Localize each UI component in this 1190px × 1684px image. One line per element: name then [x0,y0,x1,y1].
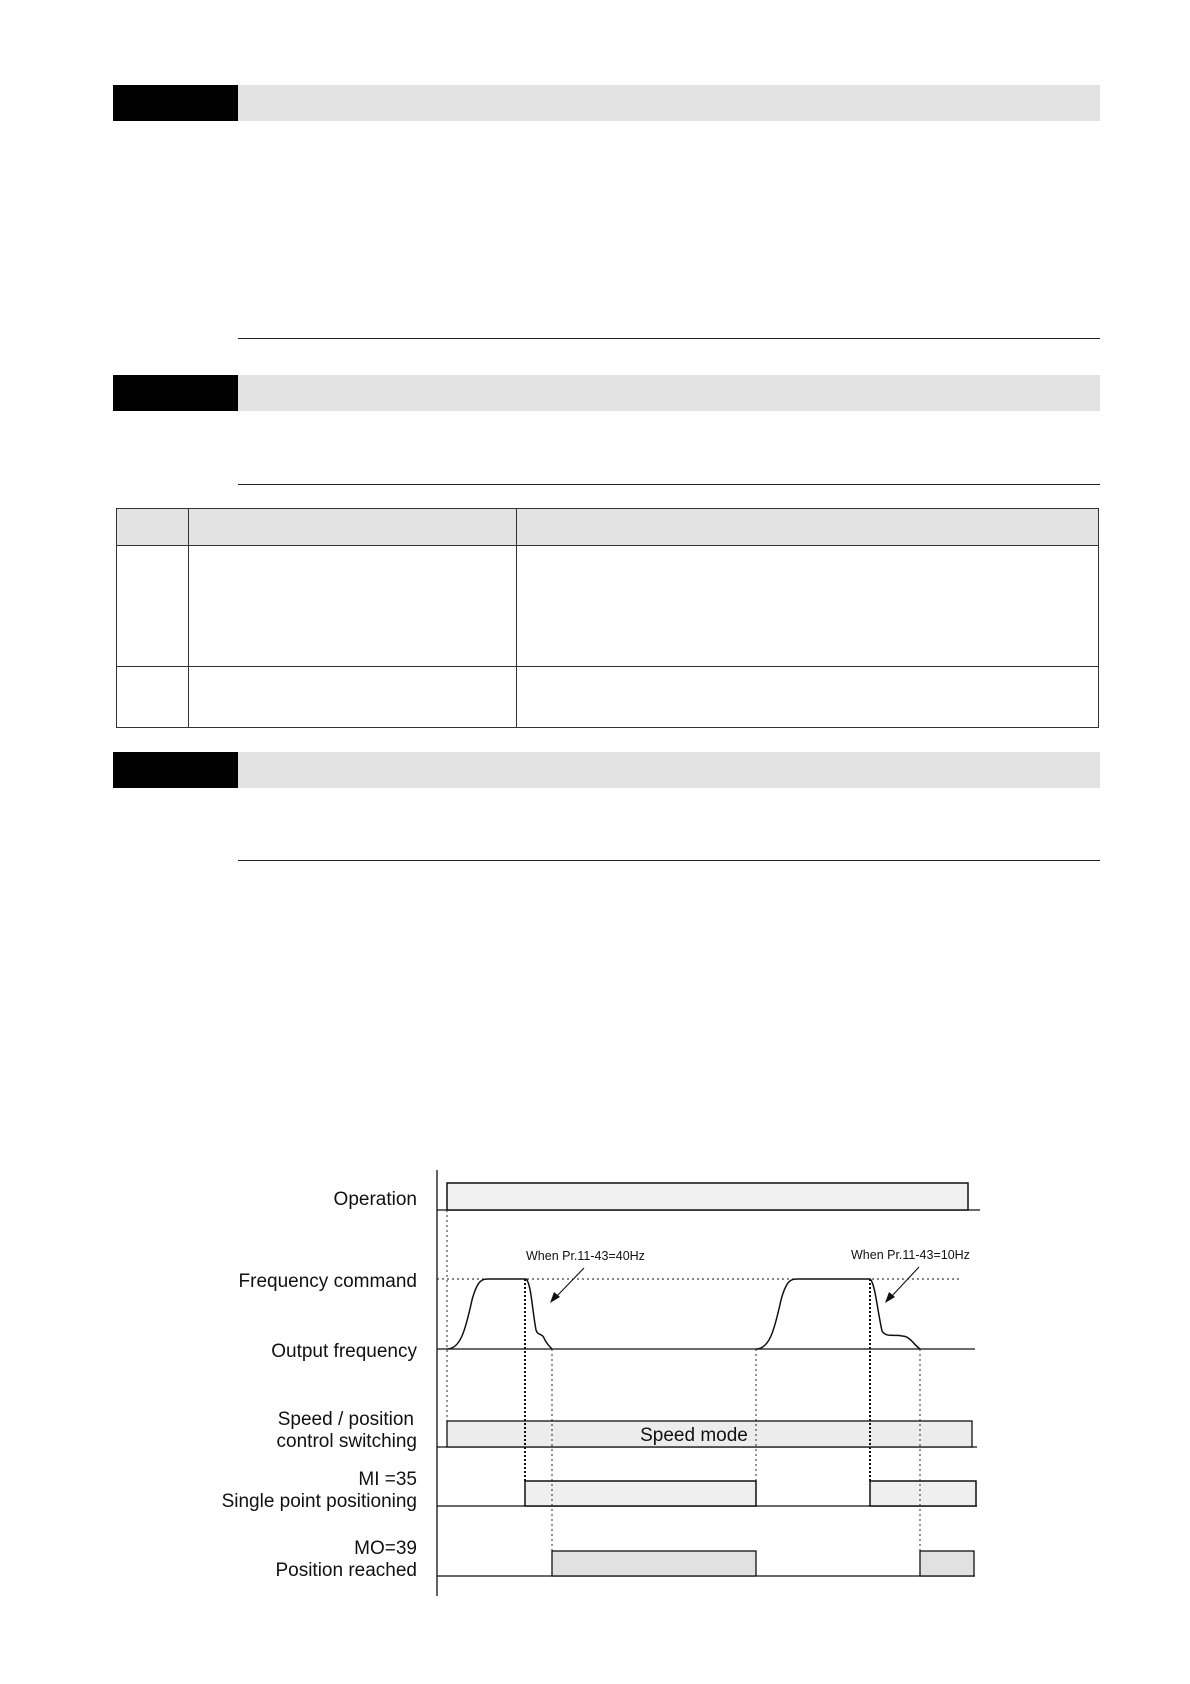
mo-pulse-2 [920,1551,974,1576]
table-cell [117,546,189,667]
section-header-band-2 [113,375,1100,411]
label-frequency-command: Frequency command [238,1271,417,1292]
label-speed-position-line2: control switching [276,1431,417,1452]
annotation-pr-11-43-40hz: When Pr.11-43=40Hz [526,1249,645,1263]
label-output-frequency: Output frequency [271,1341,417,1362]
annotation-pr-11-43-10hz: When Pr.11-43=10Hz [851,1248,970,1262]
parameter-table [116,508,1099,728]
table-header-cell [517,509,1099,546]
annotation-arrow-2 [891,1267,919,1297]
table-header-cell [189,509,517,546]
table-header-row [117,509,1099,546]
mi-pulse-2 [870,1481,976,1506]
section-divider-3 [238,860,1100,861]
table-cell [189,546,517,667]
output-frequency-curve-2 [756,1279,920,1349]
label-single-point-positioning: Single point positioning [221,1491,417,1512]
section-divider-1 [238,338,1100,339]
table-cell [189,667,517,728]
speed-mode-label: Speed mode [640,1425,748,1446]
mo-pulse-1 [552,1551,756,1576]
table-row [117,546,1099,667]
table-header-cell [117,509,189,546]
operation-pulse [447,1183,968,1210]
section-divider-2 [238,484,1100,485]
mi-pulse-1 [525,1481,756,1506]
table-cell [517,546,1099,667]
section-header-tab-2 [113,375,238,411]
label-mo-39: MO=39 [354,1538,417,1559]
table-cell [117,667,189,728]
annotation-arrow-1 [556,1268,584,1297]
label-mi-35: MI =35 [358,1469,417,1490]
label-speed-position-line1: Speed / position [277,1409,414,1430]
label-operation: Operation [333,1189,417,1210]
section-header-band-3 [113,752,1100,788]
label-position-reached: Position reached [275,1560,417,1581]
timing-diagram [180,1160,1000,1610]
section-header-band-1 [113,85,1100,121]
output-frequency-curve-1 [447,1279,552,1349]
section-header-tab-3 [113,752,238,788]
table-row [117,667,1099,728]
section-header-tab-1 [113,85,238,121]
table-cell [517,667,1099,728]
